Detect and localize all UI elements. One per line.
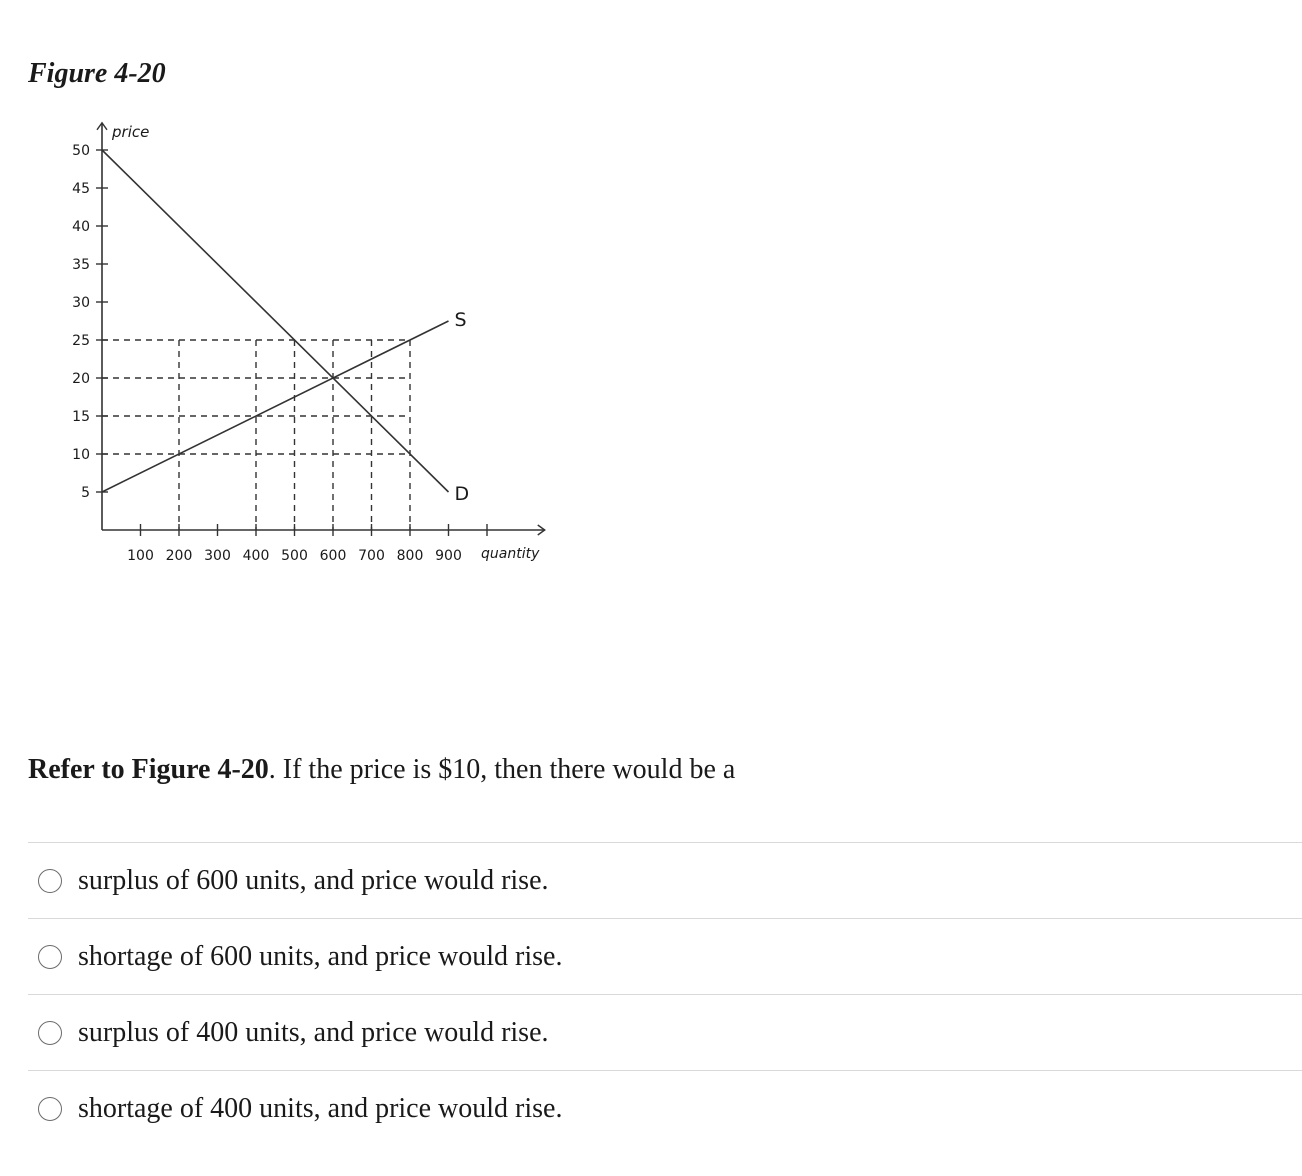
answer-option-label: shortage of 400 units, and price would rise.	[78, 1092, 563, 1124]
answer-option-3[interactable]	[28, 994, 1302, 1070]
radio-button-3[interactable]	[38, 1021, 62, 1045]
radio-button-4[interactable]	[38, 1097, 62, 1121]
y-tick-label: 50	[72, 143, 90, 159]
x-tick-label: 900	[435, 548, 462, 564]
x-tick-label: 700	[358, 548, 385, 564]
answer-option-4[interactable]	[28, 1070, 1302, 1146]
x-tick-label: 800	[396, 548, 424, 564]
demand-label: D	[454, 483, 470, 505]
x-tick-label: 400	[242, 548, 270, 564]
x-tick-label: 200	[165, 548, 193, 564]
y-axis-label: price	[112, 122, 150, 141]
supply-curve	[102, 321, 449, 492]
figure-title: Figure 4-20	[28, 58, 166, 89]
radio-button-2[interactable]	[38, 945, 62, 969]
supply-label: S	[454, 309, 467, 331]
radio-button-1[interactable]	[38, 869, 62, 893]
answer-options	[28, 842, 1302, 1146]
question-text	[28, 754, 735, 786]
answer-option-label: surplus of 400 units, and price would rise.	[78, 1016, 549, 1048]
y-tick-label: 25	[72, 333, 90, 349]
x-tick-label: 600	[319, 548, 347, 564]
answer-option-1[interactable]	[28, 842, 1302, 918]
answer-option-2[interactable]	[28, 918, 1302, 994]
y-tick-label: 30	[72, 295, 90, 311]
supply-demand-chart	[0, 0, 600, 600]
answer-option-label: surplus of 600 units, and price would rise.	[78, 864, 549, 896]
x-tick-label: 500	[281, 548, 308, 564]
answer-option-label: shortage of 600 units, and price would rise.	[78, 940, 563, 972]
x-tick-label: 100	[127, 548, 154, 564]
x-tick-label: 300	[204, 548, 231, 564]
x-axis-label: quantity	[481, 546, 540, 562]
y-tick-label: 15	[72, 409, 90, 425]
question-body: . If the price is $10, then there would be a	[268, 754, 736, 785]
demand-curve	[102, 150, 449, 492]
question-figure-ref: Refer to Figure 4-20	[28, 754, 269, 785]
y-tick-label: 35	[72, 257, 90, 273]
y-tick-label: 5	[81, 485, 90, 501]
y-tick-label: 40	[72, 219, 90, 235]
y-tick-label: 45	[72, 181, 90, 197]
y-tick-label: 20	[72, 371, 90, 387]
y-tick-label: 10	[72, 447, 90, 463]
